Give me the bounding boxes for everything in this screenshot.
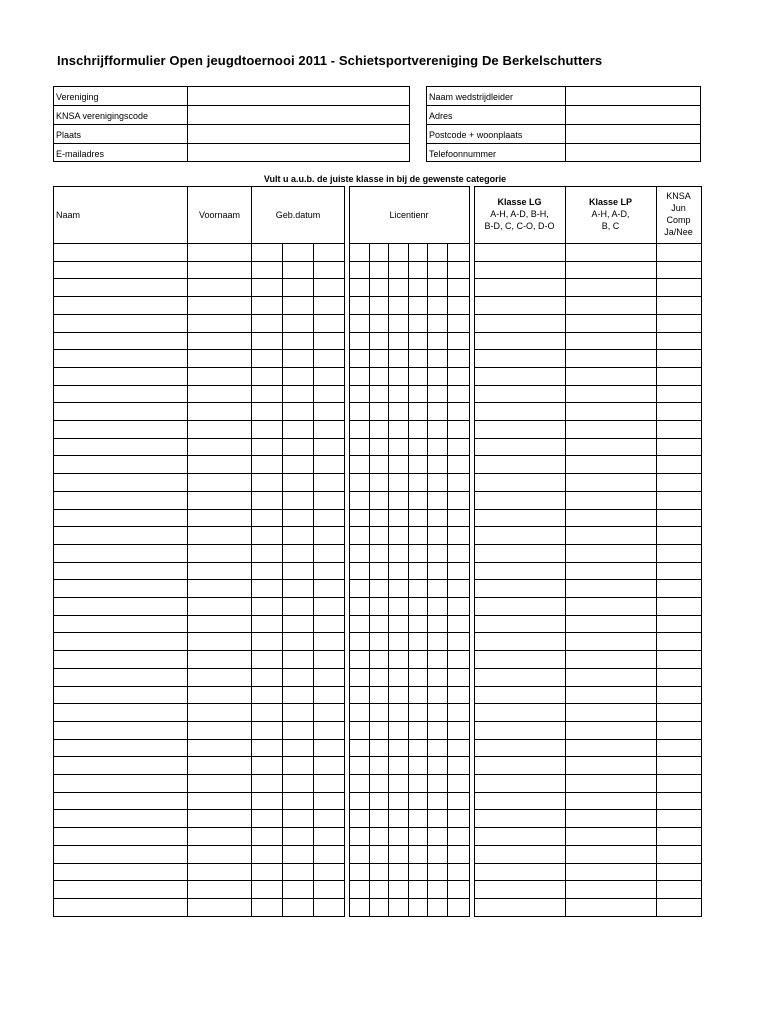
grid-row-line bbox=[474, 420, 702, 421]
grid-row-line bbox=[349, 597, 470, 598]
grid-row-line bbox=[53, 455, 345, 456]
grid-row-line bbox=[349, 686, 470, 687]
header-geb-datum: Geb.datum bbox=[275, 210, 321, 220]
grid-row-line bbox=[53, 827, 345, 828]
grid-row-line bbox=[349, 792, 470, 793]
grid-subcolumn-line bbox=[447, 243, 448, 917]
grid-row-line bbox=[53, 420, 345, 421]
grid-row-line bbox=[53, 615, 345, 616]
header-klasse-lp bbox=[565, 196, 656, 232]
grid-row-line bbox=[53, 314, 345, 315]
grid-row-line bbox=[474, 278, 702, 279]
grid-row-line bbox=[474, 438, 702, 439]
grid-row-line bbox=[53, 845, 345, 846]
klasse-lg-line2: B-D, C, C-O, D-O bbox=[484, 221, 555, 231]
grid-row-line bbox=[349, 296, 470, 297]
grid-row-line bbox=[474, 579, 702, 580]
grid-row-line bbox=[349, 632, 470, 633]
grid-row-line bbox=[474, 703, 702, 704]
grid-column-line bbox=[656, 186, 657, 917]
grid-row-line bbox=[474, 880, 702, 881]
grid-column-line bbox=[187, 186, 188, 917]
grid-row-line bbox=[53, 809, 345, 810]
grid-row-line bbox=[349, 880, 470, 881]
grid-row-line bbox=[53, 544, 345, 545]
grid-row-line bbox=[53, 916, 345, 917]
grid-subcolumn-line bbox=[388, 243, 389, 917]
grid-row-line bbox=[349, 509, 470, 510]
grid-row-line bbox=[474, 721, 702, 722]
grid-row-line bbox=[53, 473, 345, 474]
grid-row-line bbox=[53, 526, 345, 527]
grid-row-line bbox=[53, 491, 345, 492]
grid-row-line bbox=[349, 774, 470, 775]
grid-row-line bbox=[474, 349, 702, 350]
grid-header-bottom-line bbox=[474, 243, 702, 244]
grid-row-line bbox=[53, 739, 345, 740]
grid-row-line bbox=[53, 703, 345, 704]
grid-row-line bbox=[349, 579, 470, 580]
grid-row-line bbox=[349, 668, 470, 669]
grid-row-line bbox=[474, 916, 702, 917]
grid-row-line bbox=[53, 579, 345, 580]
grid-row-line bbox=[349, 615, 470, 616]
knsa-line4: Ja/Nee bbox=[664, 227, 693, 237]
header-licentienr: Licentienr bbox=[389, 210, 429, 220]
grid-row-line bbox=[474, 402, 702, 403]
grid-top-border bbox=[474, 186, 702, 187]
grid-row-line bbox=[474, 367, 702, 368]
grid-row-line bbox=[474, 668, 702, 669]
grid-row-line bbox=[53, 332, 345, 333]
grid-row-line bbox=[349, 526, 470, 527]
grid-row-line bbox=[474, 296, 702, 297]
field-label-naam-wedstrijdleider: Naam wedstrijdleider bbox=[429, 92, 514, 102]
grid-row-line bbox=[474, 597, 702, 598]
grid-row-line bbox=[53, 880, 345, 881]
grid-row-line bbox=[474, 385, 702, 386]
grid-row-line bbox=[349, 332, 470, 333]
grid-row-line bbox=[349, 562, 470, 563]
grid-row-line bbox=[474, 473, 702, 474]
grid-row-line bbox=[349, 898, 470, 899]
grid-row-line bbox=[53, 509, 345, 510]
grid-top-border bbox=[53, 186, 345, 187]
grid-row-line bbox=[349, 916, 470, 917]
header-voornaam: Voornaam bbox=[198, 210, 241, 220]
grid-header-bottom-line bbox=[53, 243, 345, 244]
grid-row-line bbox=[53, 686, 345, 687]
grid-row-line bbox=[349, 827, 470, 828]
grid-column-line bbox=[349, 186, 350, 917]
grid-row-line bbox=[349, 845, 470, 846]
grid-top-border bbox=[349, 186, 470, 187]
grid-row-line bbox=[474, 509, 702, 510]
knsa-line2: Jun bbox=[671, 203, 686, 213]
grid-row-line bbox=[349, 420, 470, 421]
grid-row-line bbox=[474, 739, 702, 740]
grid-row-line bbox=[474, 526, 702, 527]
grid-row-line bbox=[349, 402, 470, 403]
grid-row-line bbox=[474, 332, 702, 333]
grid-row-line bbox=[474, 491, 702, 492]
grid-row-line bbox=[53, 402, 345, 403]
grid-row-line bbox=[53, 385, 345, 386]
grid-column-line bbox=[474, 186, 475, 917]
instruction-text: Vult u a.u.b. de juiste klasse in bij de gewenste categorie bbox=[263, 174, 507, 184]
grid-row-line bbox=[349, 314, 470, 315]
knsa-line1: KNSA bbox=[666, 191, 691, 201]
grid-column-line bbox=[469, 186, 470, 917]
grid-row-line bbox=[53, 349, 345, 350]
grid-row-line bbox=[349, 473, 470, 474]
grid-column-line bbox=[53, 186, 54, 917]
grid-row-line bbox=[349, 367, 470, 368]
grid-row-line bbox=[474, 455, 702, 456]
grid-row-line bbox=[349, 863, 470, 864]
grid-row-line bbox=[349, 385, 470, 386]
grid-row-line bbox=[474, 898, 702, 899]
grid-row-line bbox=[349, 721, 470, 722]
grid-row-line bbox=[349, 703, 470, 704]
grid-header-bottom-line bbox=[349, 243, 470, 244]
grid-row-line bbox=[53, 863, 345, 864]
grid-row-line bbox=[53, 756, 345, 757]
grid-row-line bbox=[474, 314, 702, 315]
field-label-emailadres: E-mailadres bbox=[56, 149, 105, 159]
grid-column-line bbox=[251, 186, 252, 917]
grid-subcolumn-line bbox=[369, 243, 370, 917]
grid-column-line bbox=[565, 186, 566, 917]
grid-row-line bbox=[53, 898, 345, 899]
field-label-postcode-woonplaats: Postcode + woonplaats bbox=[429, 130, 523, 140]
form-title: Inschrijfformulier Open jeugdtoernooi 2011 - Schietsportvereniging De Berkelschutters bbox=[57, 53, 603, 68]
klasse-lp-line1: A-H, A-D, bbox=[591, 209, 630, 219]
klasse-lg-line1: A-H, A-D, B-H, bbox=[490, 209, 549, 219]
klasse-lg-title: Klasse LG bbox=[497, 197, 542, 207]
grid-row-line bbox=[349, 739, 470, 740]
grid-row-line bbox=[349, 455, 470, 456]
grid-row-line bbox=[53, 278, 345, 279]
grid-row-line bbox=[474, 845, 702, 846]
grid-row-line bbox=[53, 296, 345, 297]
field-label-knsa-code: KNSA verenigingscode bbox=[56, 111, 149, 121]
grid-row-line bbox=[349, 438, 470, 439]
grid-row-line bbox=[349, 756, 470, 757]
grid-column-line bbox=[701, 186, 702, 917]
grid-row-line bbox=[349, 491, 470, 492]
grid-subcolumn-line bbox=[313, 243, 314, 917]
grid-row-line bbox=[349, 544, 470, 545]
grid-row-line bbox=[474, 650, 702, 651]
grid-row-line bbox=[53, 650, 345, 651]
header-klasse-lg bbox=[474, 196, 565, 232]
grid-column-line bbox=[344, 186, 345, 917]
grid-row-line bbox=[474, 544, 702, 545]
grid-row-line bbox=[474, 792, 702, 793]
field-label-telefoonnummer: Telefoonnummer bbox=[429, 149, 497, 159]
field-label-plaats: Plaats bbox=[56, 130, 82, 140]
grid-row-line bbox=[53, 261, 345, 262]
field-label-adres: Adres bbox=[429, 111, 453, 121]
grid-row-line bbox=[474, 756, 702, 757]
grid-row-line bbox=[53, 562, 345, 563]
grid-row-line bbox=[349, 349, 470, 350]
knsa-line3: Comp bbox=[666, 215, 691, 225]
field-label-vereniging: Vereniging bbox=[56, 92, 99, 102]
klasse-lp-line2: B, C bbox=[601, 221, 620, 231]
header-naam: Naam bbox=[56, 210, 81, 220]
grid-row-line bbox=[53, 632, 345, 633]
grid-row-line bbox=[53, 438, 345, 439]
header-knsa-jun-comp bbox=[656, 190, 701, 238]
grid-row-line bbox=[474, 827, 702, 828]
grid-row-line bbox=[474, 632, 702, 633]
klasse-lp-title: Klasse LP bbox=[588, 197, 633, 207]
grid-row-line bbox=[349, 278, 470, 279]
grid-row-line bbox=[349, 261, 470, 262]
grid-row-line bbox=[474, 774, 702, 775]
grid-row-line bbox=[53, 597, 345, 598]
grid-row-line bbox=[474, 615, 702, 616]
grid-row-line bbox=[474, 261, 702, 262]
grid-subcolumn-line bbox=[408, 243, 409, 917]
grid-row-line bbox=[474, 562, 702, 563]
grid-row-line bbox=[474, 863, 702, 864]
grid-row-line bbox=[53, 721, 345, 722]
grid-row-line bbox=[53, 774, 345, 775]
grid-row-line bbox=[53, 367, 345, 368]
grid-row-line bbox=[53, 668, 345, 669]
grid-subcolumn-line bbox=[427, 243, 428, 917]
grid-row-line bbox=[349, 650, 470, 651]
grid-row-line bbox=[349, 809, 470, 810]
grid-subcolumn-line bbox=[282, 243, 283, 917]
grid-row-line bbox=[474, 809, 702, 810]
grid-row-line bbox=[53, 792, 345, 793]
grid-row-line bbox=[474, 686, 702, 687]
